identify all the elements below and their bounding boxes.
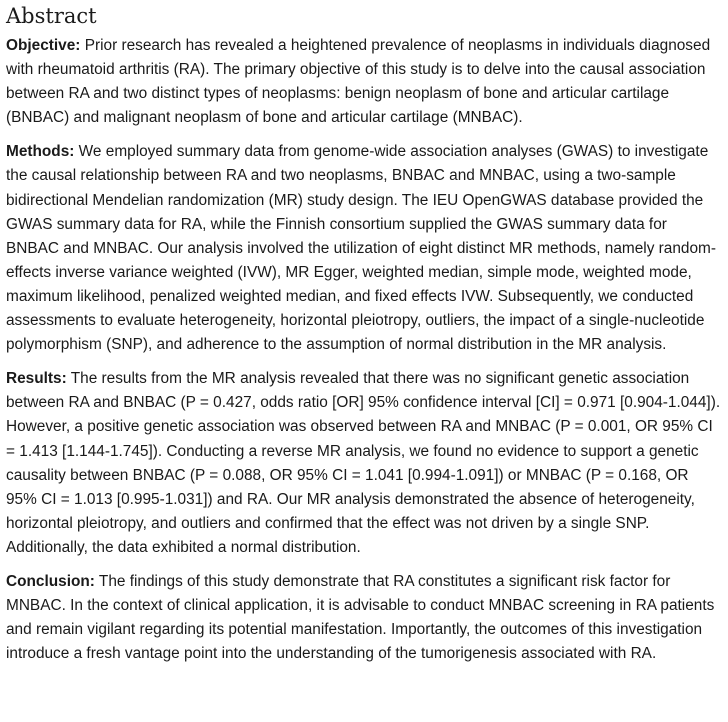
objective-label: Objective: xyxy=(6,37,81,54)
objective-text: Prior research has revealed a heightened prevalence of neoplasms in individuals diagnosed with rheumatoid arthritis (RA). The primary objective of this study is to delve into the causal association between RA and two distinct types of neoplasms: benign neoplasm of bone and articular cartilage (BNBAC) and malignant neoplasm of bone and articular cartilage (MNBAC). xyxy=(6,37,711,127)
methods-paragraph xyxy=(6,140,722,357)
results-paragraph xyxy=(6,367,722,560)
abstract-section xyxy=(6,0,722,666)
methods-label: Methods: xyxy=(6,143,75,161)
abstract-heading: Abstract xyxy=(6,4,97,28)
results-text: The results from the MR analysis revealed that there was no significant genetic association between RA and BNBAC (P = 0.427, odds ratio [OR] 95% confidence interval [CI] = 0.971 [0.904-1.044]). However, a positive genetic association was observed between RA and MNBAC (P = 0.001, OR 95% CI = 1.413 [1.144-1.745]). Conducting a reverse MR analysis, we found no evidence to support a genetic causality between BNBAC (P = 0.088, OR 95% CI = 1.041 [0.994-1.091]) or MNBAC (P = 0.168, OR 95% CI = 1.013 [0.995-1.031]) and RA. Our MR analysis demonstrated the absence of heterogeneity, horizontal pleiotropy, and outliers and confirmed that the effect was not driven by a single SNP. Additionally, the data exhibited a normal distribution. xyxy=(6,370,721,556)
objective-paragraph xyxy=(6,34,722,130)
conclusion-paragraph xyxy=(6,570,722,666)
conclusion-text: The findings of this study demonstrate that RA constitutes a significant risk factor for MNBAC. In the context of clinical application, it is advisable to conduct MNBAC screening in RA patients and remain vigilant regarding its potential manifestation. Importantly, the outcomes of this investigation introduce a fresh vantage point into the understanding of the tumorigenesis associated with RA. xyxy=(6,572,715,663)
results-label: Results: xyxy=(6,370,67,388)
methods-text: We employed summary data from genome-wide association analyses (GWAS) to investigate the causal relationship between RA and two neoplasms, BNBAC and MNBAC, using a two-sample bidirectional Mendelian randomization (MR) study design. The IEU OpenGWAS database provided the GWAS summary data for RA, while the Finnish consortium supplied the GWAS summary data for BNBAC and MNBAC. Our analysis involved the utilization of eight distinct MR methods, namely random-effects inverse variance weighted (IVW), MR Egger, weighted median, simple mode, weighted mode, maximum likelihood, penalized weighted median, and fixed effects IVW. Subsequently, we conducted assessments to evaluate heterogeneity, horizontal pleiotropy, outliers, the impact of a single-nucleotide polymorphism (SNP), and adherence to the assumption of normal distribution in the MR analysis. xyxy=(6,143,716,354)
conclusion-label: Conclusion: xyxy=(6,572,95,590)
